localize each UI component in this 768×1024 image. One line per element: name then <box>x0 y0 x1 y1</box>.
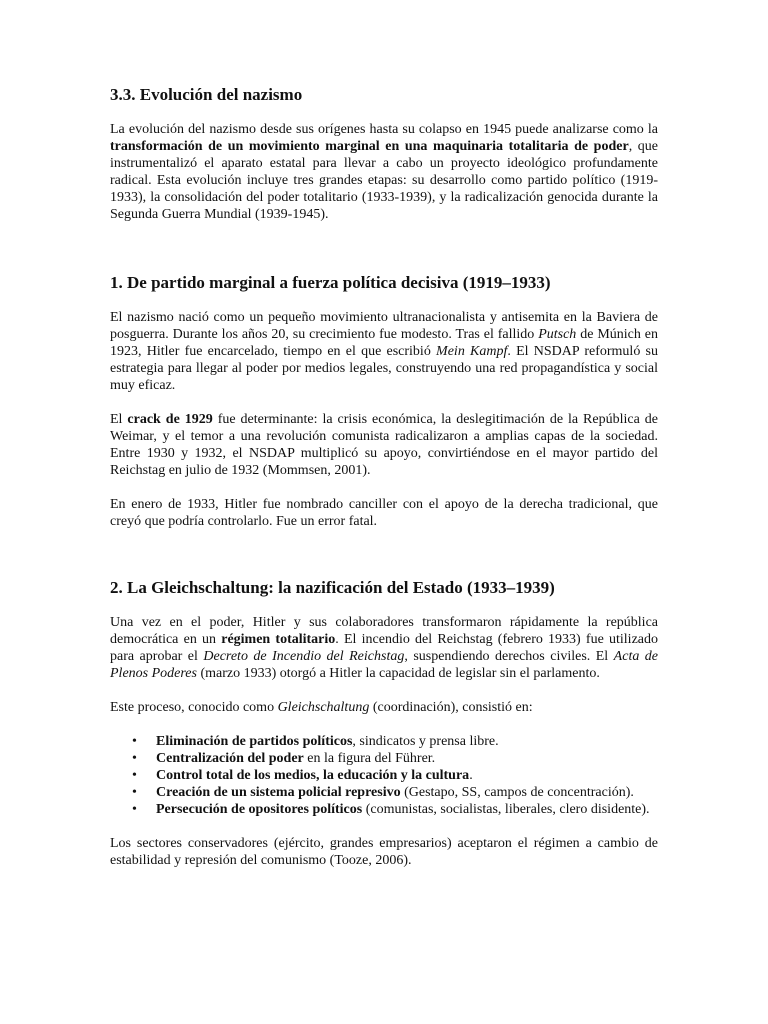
list-item <box>110 784 658 801</box>
text-run: (comunistas, socialistas, liberales, clero disidente). <box>362 802 650 817</box>
part1-paragraph-2 <box>110 411 658 479</box>
gleichschaltung-list <box>110 733 658 818</box>
text-run: El <box>110 412 128 427</box>
text-run: (marzo 1933) otorgó a Hitler la capacidad de legislar sin el parlamento. <box>196 666 600 681</box>
bullet-icon: • <box>132 734 137 749</box>
text-run: , suspendiendo derechos civiles. El <box>404 649 614 664</box>
bullet-icon: • <box>132 751 137 766</box>
part2-paragraph-1 <box>110 614 658 682</box>
section-title: 3.3. Evolución del nazismo <box>110 85 303 104</box>
text-run: , sindicatos y prensa libre. <box>352 734 499 749</box>
italic-run: Acta de Plenos Poderes <box>110 649 659 681</box>
text-run: . El incendio del Reichstag (febrero 1933) fue utilizado para aprobar el <box>110 632 658 664</box>
bold-run: crack de 1929 <box>127 412 213 427</box>
text-run: Este proceso, conocido como <box>110 700 278 715</box>
bullet-icon: • <box>132 785 137 800</box>
text-run: El nazismo nació como un pequeño movimiento ultranacionalista y antisemita en la Baviera de posguerra. Durante los años 20, su crecimiento fue modesto. Tras el fallido <box>110 310 658 342</box>
italic-run: Mein Kampf <box>436 344 508 359</box>
text-run: (Gestapo, SS, campos de concentración). <box>400 785 634 800</box>
intro-paragraph <box>110 121 658 223</box>
bullet-icon: • <box>132 768 137 783</box>
list-item <box>110 733 658 750</box>
text-run: fue determinante: la crisis económica, la deslegitimación de la República de Weimar, y el temor a una revolución comunista radicalizaron a amplias capas de la sociedad. Entre 1930 y 1932, el NSDAP multiplicó su apoyo, convirtiéndose en el mayor partido del Reichstag en julio de 1932 (Mommsen, 2001). <box>110 412 658 478</box>
part2-paragraph-2 <box>110 699 658 716</box>
part1-paragraph-3: En enero de 1933, Hitler fue nombrado canciller con el apoyo de la derecha tradicional, que creyó que podría controlarlo. Fue un error fatal. <box>110 497 658 529</box>
text-run: de Múnich en 1923, Hitler fue encarcelado, tiempo en el que escribió <box>110 327 658 359</box>
document-body <box>110 84 658 869</box>
text-run: , que instrumentalizó el aparato estatal para llevar a cabo un proyecto ideológico profundamente radical. Esta evolución incluye tres grandes etapas: su desarrollo como partido político (1919-1933), la consolidación del poder totalitario (1933-1939), y la radicalización genocida durante la Segunda Guerra Mundial (1939-1945). <box>110 139 658 222</box>
text-run: . <box>469 768 473 783</box>
text-run: (coordinación), consistió en: <box>369 700 533 715</box>
list-item <box>110 767 658 784</box>
bold-run: Eliminación de partidos políticos <box>156 734 353 749</box>
part1-paragraph-1 <box>110 309 658 394</box>
bold-run: transformación de un movimiento marginal en una maquinaria totalitaria de poder <box>110 139 629 154</box>
text-run: La evolución del nazismo desde sus orígenes hasta su colapso en 1945 puede analizarse como la <box>110 122 658 137</box>
italic-run: Decreto de Incendio del Reichstag <box>203 649 405 664</box>
bullet-icon: • <box>132 802 137 817</box>
bold-run: Persecución de opositores políticos <box>156 802 363 817</box>
bold-run: régimen totalitario <box>221 632 336 647</box>
part2-heading: 2. La Gleichschaltung: la nazificación del Estado (1933–1939) <box>110 578 555 597</box>
text-run: . El NSDAP reformuló su estrategia para llegar al poder por medios legales, construyendo una red propagandística y social muy eficaz. <box>110 344 658 393</box>
text-run: Una vez en el poder, Hitler y sus colaboradores transformaron rápidamente la república democrática en un <box>110 615 658 647</box>
bold-run: Creación de un sistema policial represivo <box>156 785 401 800</box>
part1-heading: 1. De partido marginal a fuerza política decisiva (1919–1933) <box>110 273 551 292</box>
part2-paragraph-3: Los sectores conservadores (ejército, grandes empresarios) aceptaron el régimen a cambio de estabilidad y represión del comunismo (Tooze, 2006). <box>110 836 658 868</box>
bold-run: Centralización del poder <box>156 751 304 766</box>
italic-run: Putsch <box>538 327 577 342</box>
italic-run: Gleichschaltung <box>277 700 370 715</box>
list-item <box>110 801 658 818</box>
bold-run: Control total de los medios, la educación y la cultura <box>156 768 470 783</box>
list-item <box>110 750 658 767</box>
text-run: en la figura del Führer. <box>303 751 436 766</box>
